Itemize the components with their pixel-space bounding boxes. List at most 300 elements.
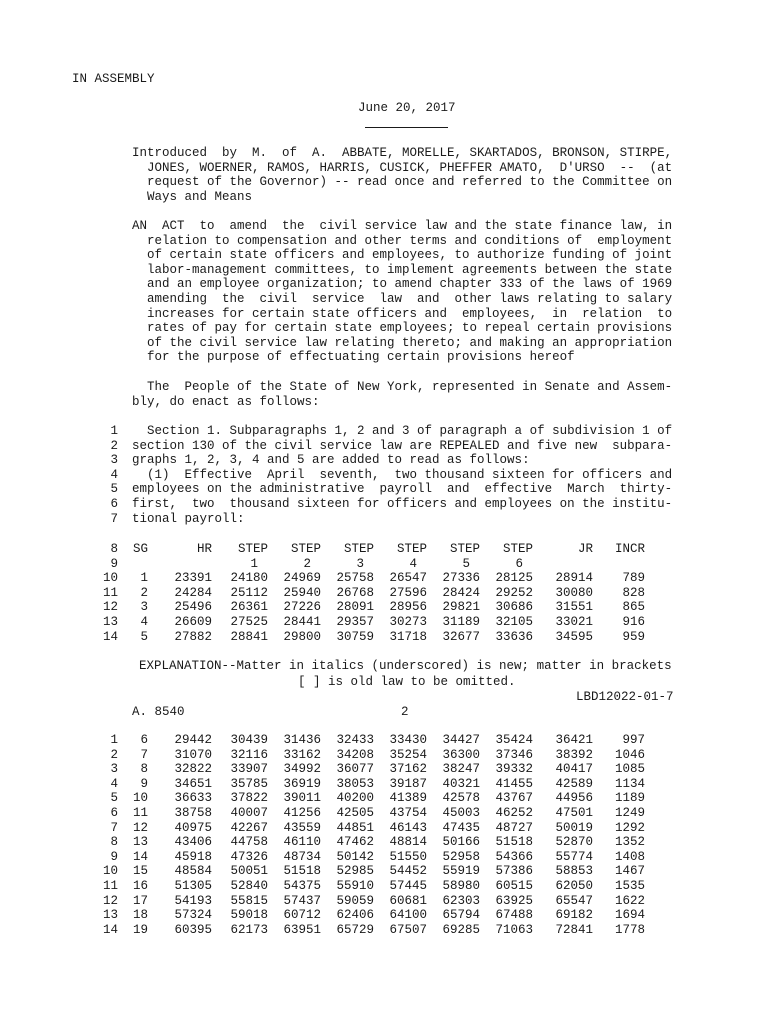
column-header: INCR <box>614 542 645 556</box>
column-header: STEP <box>449 542 480 556</box>
column-subheader: 3 <box>356 556 364 571</box>
table-cell: 60681 <box>389 893 427 908</box>
table-cell: 54366 <box>495 849 533 864</box>
act-line: rates of pay for certain state employees; to repeal certain provisions <box>132 321 673 336</box>
column-header: STEP <box>343 542 374 556</box>
table-cell: 57324 <box>174 908 212 923</box>
table-cell: 7 <box>140 747 148 762</box>
table-cell: 40321 <box>442 776 480 791</box>
line-number: 2 <box>110 438 118 453</box>
table-cell: 3 <box>140 600 148 615</box>
table-cell: 828 <box>622 585 645 600</box>
table-cell: 67488 <box>495 908 533 923</box>
table-cell: 45918 <box>174 849 212 864</box>
table-cell: 14 <box>132 849 148 864</box>
table-cell: 48584 <box>174 864 212 879</box>
table-cell: 40975 <box>174 820 212 835</box>
table-row <box>120 864 645 879</box>
table-cell: 57437 <box>283 893 321 908</box>
line-number: 1 <box>110 733 118 747</box>
table-cell: 33907 <box>230 762 268 777</box>
table-cell: 29821 <box>442 600 480 615</box>
table-cell: 51518 <box>495 835 533 850</box>
table-cell: 29800 <box>283 629 321 644</box>
table-cell: 18 <box>132 908 148 923</box>
table-cell: 29357 <box>336 614 374 629</box>
table-cell: 4 <box>140 614 148 629</box>
table-cell: 44956 <box>555 791 593 806</box>
table-header-row <box>120 542 645 557</box>
table-cell: 27336 <box>442 571 480 586</box>
table-cell: 43767 <box>495 791 533 806</box>
table-cell: 43559 <box>283 820 321 835</box>
line-number: 14 <box>102 629 118 644</box>
bill-date: June 20, 2017 <box>358 101 456 115</box>
column-subheader: 4 <box>409 556 417 571</box>
table-cell: 46143 <box>389 820 427 835</box>
section-text: tional payroll: <box>132 511 245 526</box>
introduced-paragraph <box>132 146 672 204</box>
table-cell: 8 <box>140 762 148 777</box>
table-cell: 2 <box>140 585 148 600</box>
table-cell: 46252 <box>495 805 533 820</box>
table-row <box>120 762 645 777</box>
table-cell: 36077 <box>336 762 374 777</box>
line-number: 8 <box>110 835 118 850</box>
table-cell: 50142 <box>336 849 374 864</box>
column-header: STEP <box>237 542 268 556</box>
table-cell: 25112 <box>230 585 268 600</box>
table-cell: 62050 <box>555 878 593 893</box>
table-row <box>120 777 645 792</box>
table-cell: 42578 <box>442 791 480 806</box>
table-cell: 39011 <box>283 791 321 806</box>
table1-line-numbers <box>96 542 118 644</box>
table-cell: 42267 <box>230 820 268 835</box>
table-cell: 5 <box>140 629 148 644</box>
table-cell: 1352 <box>614 835 645 850</box>
line-number: 5 <box>110 791 118 806</box>
table-cell: 30439 <box>230 733 268 747</box>
section-text: graphs 1, 2, 3, 4 and 5 are added to read as follows: <box>132 453 530 468</box>
table-cell: 34427 <box>442 733 480 747</box>
act-line: amending the civil service law and other laws relating to salary <box>132 291 673 306</box>
table-cell: 48814 <box>389 835 427 850</box>
table-cell: 37346 <box>495 747 533 762</box>
table-row <box>120 733 645 748</box>
table-cell: 37822 <box>230 791 268 806</box>
table1-body <box>120 571 645 644</box>
line-number: 1 <box>110 424 118 438</box>
table-cell: 34595 <box>555 629 593 644</box>
table-cell: 25758 <box>336 571 374 586</box>
table-cell: 54452 <box>389 864 427 879</box>
column-header: STEP <box>396 542 427 556</box>
table-cell: 33430 <box>389 733 427 747</box>
table-cell: 6 <box>140 733 148 747</box>
table-cell: 865 <box>622 600 645 615</box>
table-cell: 12 <box>132 820 148 835</box>
table-cell: 1 <box>140 571 148 586</box>
table-cell: 17 <box>132 893 148 908</box>
table-subheader-row <box>120 557 645 572</box>
section-text: section 130 of the civil service law are REPEALED and five new subpara- <box>132 438 673 453</box>
line-number: 5 <box>110 482 118 497</box>
column-subheader <box>533 557 593 572</box>
table-cell: 42505 <box>336 805 374 820</box>
table-cell: 30686 <box>495 600 533 615</box>
introduced-line: JONES, WOERNER, RAMOS, HARRIS, CUSICK, PHEFFER AMATO, D'URSO -- (at <box>132 160 673 175</box>
table-row <box>120 748 645 763</box>
table-cell: 30080 <box>555 585 593 600</box>
table-cell: 62303 <box>442 893 480 908</box>
table-cell: 10 <box>132 791 148 806</box>
table-cell: 25940 <box>283 585 321 600</box>
table-cell: 51305 <box>174 878 212 893</box>
table-cell: 959 <box>622 629 645 644</box>
section-text: (1) Effective April seventh, two thousand sixteen for officers and <box>132 467 673 482</box>
table-cell: 30759 <box>336 629 374 644</box>
table-row <box>120 908 645 923</box>
table-cell: 27596 <box>389 585 427 600</box>
table-cell: 58980 <box>442 878 480 893</box>
table-cell: 40007 <box>230 805 268 820</box>
table-cell: 28441 <box>283 614 321 629</box>
line-number: 6 <box>110 805 118 820</box>
act-line: of certain state officers and employees, to authorize funding of joint <box>132 248 673 263</box>
table-row <box>120 630 645 645</box>
table-row <box>120 615 645 630</box>
section-text: employees on the administrative payroll and effective March thirty- <box>132 482 673 497</box>
line-number: 4 <box>110 467 118 482</box>
line-number: 7 <box>110 820 118 835</box>
table-cell: 51518 <box>283 864 321 879</box>
table-cell: 31436 <box>283 733 321 747</box>
table-cell: 26768 <box>336 585 374 600</box>
line-number: 12 <box>102 893 118 908</box>
table-cell: 32105 <box>495 614 533 629</box>
table-cell: 60395 <box>174 922 212 937</box>
introduced-line: Introduced by M. of A. ABBATE, MORELLE, SKARTADOS, BRONSON, STIRPE, <box>132 146 673 160</box>
date-underline <box>365 127 448 128</box>
table-cell: 69182 <box>555 908 593 923</box>
column-header: SG <box>132 542 148 556</box>
table-cell: 24180 <box>230 571 268 586</box>
table-cell: 57386 <box>495 864 533 879</box>
table-cell: 57445 <box>389 878 427 893</box>
line-number: 9 <box>110 849 118 864</box>
table-row <box>120 923 645 938</box>
table-cell: 1467 <box>614 864 645 879</box>
table-cell: 47462 <box>336 835 374 850</box>
table-cell: 42589 <box>555 776 593 791</box>
section-text: Section 1. Subparagraphs 1, 2 and 3 of paragraph a of subdivision 1 of <box>132 424 673 438</box>
table-cell: 31551 <box>555 600 593 615</box>
line-number: 2 <box>110 747 118 762</box>
table-cell: 28091 <box>336 600 374 615</box>
table-cell: 43406 <box>174 835 212 850</box>
column-header: STEP <box>290 542 321 556</box>
table-cell: 47326 <box>230 849 268 864</box>
table-cell: 19 <box>132 922 148 937</box>
table-cell: 55919 <box>442 864 480 879</box>
table-cell: 15 <box>132 864 148 879</box>
table-cell: 1249 <box>614 805 645 820</box>
table-cell: 58853 <box>555 864 593 879</box>
table-cell: 1535 <box>614 878 645 893</box>
table-cell: 65794 <box>442 908 480 923</box>
line-number: 8 <box>110 542 118 556</box>
table-row <box>120 571 645 586</box>
table-row <box>120 806 645 821</box>
table-cell: 65729 <box>336 922 374 937</box>
section-line <box>0 453 768 468</box>
section-line <box>0 482 768 497</box>
table-cell: 27226 <box>283 600 321 615</box>
table-cell: 44851 <box>336 820 374 835</box>
bill-number: A. 8540 <box>132 705 185 719</box>
column-subheader <box>593 557 645 572</box>
section-line <box>0 424 768 439</box>
table-cell: 25496 <box>174 600 212 615</box>
table-cell: 41455 <box>495 776 533 791</box>
explanation-line: EXPLANATION--Matter in italics (underscored) is new; matter in brackets <box>139 659 672 673</box>
column-subheader: 1 <box>250 556 258 571</box>
line-number: 10 <box>102 571 118 586</box>
table-cell: 59018 <box>230 908 268 923</box>
act-title <box>132 219 672 365</box>
column-subheader: 6 <box>515 556 523 571</box>
introduced-line: request of the Governor) -- read once and referred to the Committee on <box>132 175 673 190</box>
table-cell: 1694 <box>614 908 645 923</box>
line-number: 9 <box>110 556 118 571</box>
line-number: 7 <box>110 511 118 526</box>
table-cell: 63951 <box>283 922 321 937</box>
table-cell: 52870 <box>555 835 593 850</box>
table-cell: 28125 <box>495 571 533 586</box>
line-number: 11 <box>102 585 118 600</box>
salary-table-2 <box>120 733 645 937</box>
table-cell: 34992 <box>283 762 321 777</box>
table-cell: 1408 <box>614 849 645 864</box>
table-cell: 35254 <box>389 747 427 762</box>
column-subheader <box>148 557 212 572</box>
column-header: HR <box>196 542 212 556</box>
line-number: 4 <box>110 776 118 791</box>
table-cell: 52958 <box>442 849 480 864</box>
table-cell: 26547 <box>389 571 427 586</box>
table-cell: 33636 <box>495 629 533 644</box>
line-number: 10 <box>102 864 118 879</box>
table-cell: 38247 <box>442 762 480 777</box>
column-header: STEP <box>502 542 533 556</box>
table-row <box>120 835 645 850</box>
table-cell: 9 <box>140 776 148 791</box>
act-line: increases for certain state officers and employees, in relation to <box>132 306 673 321</box>
table-cell: 33162 <box>283 747 321 762</box>
table-cell: 27525 <box>230 614 268 629</box>
table-cell: 35424 <box>495 733 533 747</box>
table-cell: 13 <box>132 835 148 850</box>
table-cell: 48727 <box>495 820 533 835</box>
table-cell: 41256 <box>283 805 321 820</box>
table-cell: 916 <box>622 614 645 629</box>
table-cell: 36919 <box>283 776 321 791</box>
table-row <box>120 850 645 865</box>
table-cell: 27882 <box>174 629 212 644</box>
column-header: JR <box>577 542 593 556</box>
table-cell: 26361 <box>230 600 268 615</box>
table-cell: 59059 <box>336 893 374 908</box>
line-number: 3 <box>110 453 118 468</box>
column-subheader: 5 <box>462 556 470 571</box>
table-cell: 789 <box>622 571 645 586</box>
table2-line-numbers <box>96 733 118 937</box>
table-cell: 48734 <box>283 849 321 864</box>
table-cell: 41389 <box>389 791 427 806</box>
introduced-line: Ways and Means <box>132 189 253 204</box>
table-cell: 55910 <box>336 878 374 893</box>
line-number: 12 <box>102 600 118 615</box>
table-cell: 50166 <box>442 835 480 850</box>
enacting-clause <box>132 380 672 409</box>
explanation-line: [ ] is old law to be omitted. <box>298 675 516 689</box>
table-cell: 36633 <box>174 791 212 806</box>
table-cell: 46110 <box>283 835 321 850</box>
table-cell: 24969 <box>283 571 321 586</box>
table-row <box>120 879 645 894</box>
table-cell: 1292 <box>614 820 645 835</box>
act-line: AN ACT to amend the civil service law and the state finance law, in <box>132 219 673 233</box>
table-cell: 65547 <box>555 893 593 908</box>
table-cell: 40200 <box>336 791 374 806</box>
table-cell: 39187 <box>389 776 427 791</box>
table-cell: 37162 <box>389 762 427 777</box>
table-cell: 69285 <box>442 922 480 937</box>
act-line: for the purpose of effectuating certain provisions hereof <box>132 350 575 365</box>
table-cell: 35785 <box>230 776 268 791</box>
table-cell: 36421 <box>555 733 593 747</box>
line-number: 3 <box>110 762 118 777</box>
table-cell: 62173 <box>230 922 268 937</box>
table-cell: 1085 <box>614 762 645 777</box>
section-1 <box>0 424 768 526</box>
section-line <box>0 439 768 454</box>
table2-body <box>120 733 645 937</box>
table-cell: 11 <box>132 805 148 820</box>
table-row <box>120 791 645 806</box>
table-cell: 47501 <box>555 805 593 820</box>
table-cell: 54193 <box>174 893 212 908</box>
line-number: 13 <box>102 614 118 629</box>
table-cell: 43754 <box>389 805 427 820</box>
table-row <box>120 821 645 836</box>
table-cell: 38758 <box>174 805 212 820</box>
table-cell: 45003 <box>442 805 480 820</box>
section-line <box>0 497 768 512</box>
table-cell: 34208 <box>336 747 374 762</box>
line-number: 14 <box>102 922 118 937</box>
salary-table-1 <box>120 542 645 644</box>
table-cell: 29252 <box>495 585 533 600</box>
section-line <box>0 468 768 483</box>
table-cell: 31718 <box>389 629 427 644</box>
section-line <box>0 512 768 527</box>
table-cell: 50051 <box>230 864 268 879</box>
table-cell: 64100 <box>389 908 427 923</box>
line-number: 11 <box>102 878 118 893</box>
table-cell: 39332 <box>495 762 533 777</box>
section-text: first, two thousand sixteen for officers and employees on the institu- <box>132 496 673 511</box>
table-cell: 38392 <box>555 747 593 762</box>
table-cell: 24284 <box>174 585 212 600</box>
table-cell: 60515 <box>495 878 533 893</box>
enacting-line: The People of the State of New York, represented in Senate and Assem- <box>132 380 673 394</box>
table-cell: 28956 <box>389 600 427 615</box>
enacting-line: bly, do enact as follows: <box>132 394 320 409</box>
page-number: 2 <box>401 705 409 719</box>
table-cell: 60712 <box>283 908 321 923</box>
table-cell: 29442 <box>174 733 212 747</box>
table-cell: 1778 <box>614 922 645 937</box>
table-cell: 40417 <box>555 762 593 777</box>
table-cell: 32433 <box>336 733 374 747</box>
table-cell: 1189 <box>614 791 645 806</box>
act-line: of the civil service law relating thereto; and making an appropriation <box>132 335 673 350</box>
house-heading: IN ASSEMBLY <box>72 72 155 86</box>
table-cell: 63925 <box>495 893 533 908</box>
table-cell: 28841 <box>230 629 268 644</box>
table-row <box>120 586 645 601</box>
line-number: 13 <box>102 908 118 923</box>
table-cell: 1134 <box>614 776 645 791</box>
table-cell: 33021 <box>555 614 593 629</box>
table-cell: 67507 <box>389 922 427 937</box>
table-cell: 55815 <box>230 893 268 908</box>
table-cell: 52985 <box>336 864 374 879</box>
table-cell: 55774 <box>555 849 593 864</box>
table-cell: 54375 <box>283 878 321 893</box>
act-line: labor-management committees, to implement agreements between the state <box>132 262 673 277</box>
act-line: relation to compensation and other terms and conditions of employment <box>132 233 673 248</box>
act-line: and an employee organization; to amend chapter 333 of the laws of 1969 <box>132 277 673 292</box>
table-cell: 32822 <box>174 762 212 777</box>
table-cell: 28424 <box>442 585 480 600</box>
table-cell: 26609 <box>174 614 212 629</box>
line-number: 6 <box>110 496 118 511</box>
table-cell: 51550 <box>389 849 427 864</box>
table-cell: 31070 <box>174 747 212 762</box>
column-subheader <box>120 557 148 572</box>
table-cell: 30273 <box>389 614 427 629</box>
table-cell: 71063 <box>495 922 533 937</box>
table-cell: 50019 <box>555 820 593 835</box>
table-cell: 31189 <box>442 614 480 629</box>
table-cell: 1046 <box>614 747 645 762</box>
table-cell: 72841 <box>555 922 593 937</box>
bill-code: LBD12022-01-7 <box>576 690 674 704</box>
table-cell: 997 <box>622 733 645 747</box>
table-cell: 62406 <box>336 908 374 923</box>
table-cell: 52840 <box>230 878 268 893</box>
table-cell: 32116 <box>230 747 268 762</box>
table-cell: 47435 <box>442 820 480 835</box>
table-cell: 32677 <box>442 629 480 644</box>
table-cell: 16 <box>132 878 148 893</box>
column-subheader: 2 <box>303 556 311 571</box>
table-cell: 23391 <box>174 571 212 586</box>
table-row <box>120 600 645 615</box>
